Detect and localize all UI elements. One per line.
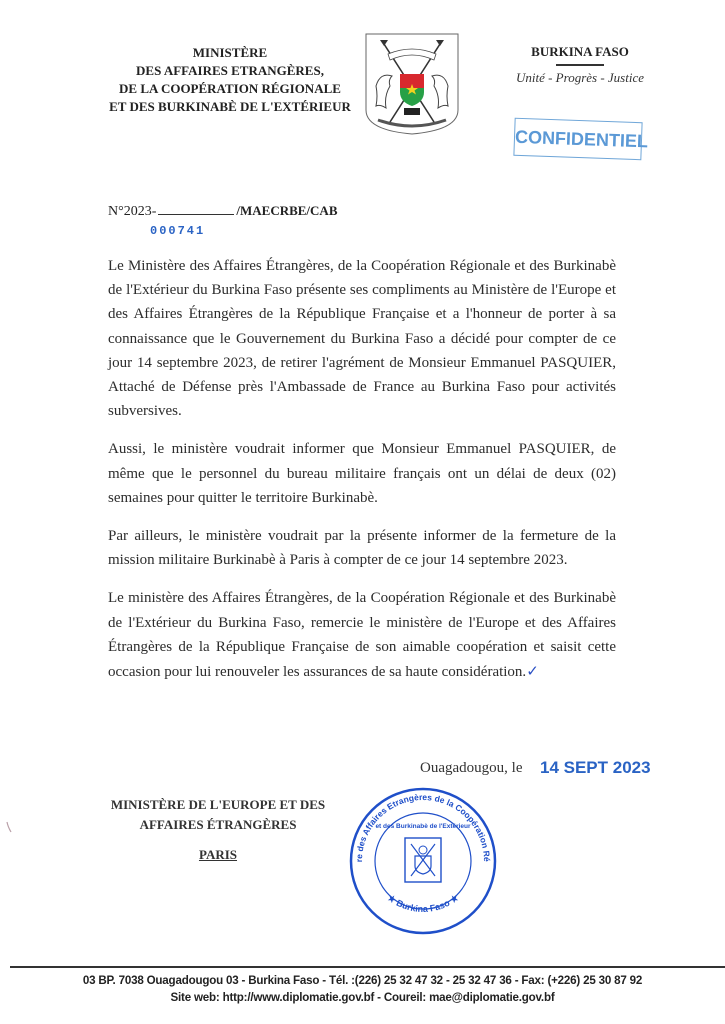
footer-address: 03 BP. 7038 Ouagadougou 03 - Burkina Faso - Tél. :(226) 25 32 47 32 - 25 32 47 36 - Fax: (+226) 25 30 87 92 (82, 974, 643, 987)
ministry-header (96, 44, 364, 116)
seal-outer-text: re des Affaires Etrangères de la Coopération Ré (353, 791, 493, 863)
letter-body (108, 254, 616, 698)
country-motto: Unité - Progrès - Justice (515, 69, 645, 85)
confidential-stamp: CONFIDENTIEL (513, 118, 642, 160)
country-name: BURKINA FASO (531, 44, 629, 59)
recipient-line: AFFAIRES ÉTRANGÈRES (139, 817, 297, 832)
serial-number-stamp: 000741 (150, 224, 206, 238)
recipient-city: PARIS (198, 847, 238, 862)
ministry-line: DES AFFAIRES ETRANGÈRES, (136, 63, 324, 78)
seal-inner-text: et des Burkinabè de l'Extérieur (375, 823, 471, 830)
seal-emblem-icon (405, 838, 441, 882)
coat-of-arms-icon (358, 30, 466, 136)
footer (0, 972, 725, 1006)
footer-divider (10, 966, 725, 968)
reference-suffix: /MAECRBE/CAB (236, 203, 338, 218)
paragraph: Par ailleurs, le ministère voudrait par la présente informer de la fermeture de la mission militaire Burkinabè à Paris à compter de ce jour 14 septembre 2023. (108, 528, 616, 569)
official-seal (348, 786, 498, 936)
country-header (505, 44, 655, 86)
reference-blank (158, 202, 234, 215)
ministry-line: MINISTÈRE (192, 45, 268, 60)
seal-bottom-text: ★ Burkina Faso ★ (385, 892, 461, 914)
ministry-line: DE LA COOPÉRATION RÉGIONALE (119, 81, 341, 96)
ink-mark (6, 820, 12, 832)
recipient-line: MINISTÈRE DE L'EUROPE ET DES (110, 797, 326, 812)
recipient-block (100, 795, 336, 865)
paragraph-text: Le ministère des Affaires Étrangères, de la Coopération Régionale et des Burkinabè de l'Extérieur du Burkina Faso, remercie le ministère de l'Europe et des Affaires Étrangères de la République Française de son aimable coopération et saisit cette occasion pour lui renouveler les assurances de sa haute considération. (108, 590, 616, 681)
date-stamp: 14 SEPT 2023 (540, 758, 651, 777)
paragraph: Le Ministère des Affaires Étrangères, de la Coopération Régionale et des Burkinabè de l'Extérieur du Burkina Faso présente ses compliments au Ministère de l'Europe et des Affaires Étrangères de la République Française et a l'honneur de porter à sa connaissance que le Gouvernement du Burkina Faso a décidé pour compter de ce jour 14 septembre 2023, de retirer l'agrément de Monsieur Emmanuel PASQUIER, Attaché de Défense près l'Ambassade de France au Burkina Faso pour activités subversives. (108, 258, 616, 420)
ministry-line: ET DES BURKINABÈ DE L'EXTÉRIEUR (109, 99, 351, 114)
initials-mark-icon: ✓ (526, 662, 539, 681)
place-line: Ouagadougou, le (420, 760, 523, 776)
divider (556, 64, 604, 66)
reference-prefix: N°2023- (108, 204, 157, 219)
reference-number (108, 202, 338, 220)
paragraph: Aussi, le ministère voudrait informer que Monsieur Emmanuel PASQUIER, de même que le personnel du bureau militaire français ont un délai de deux (02) semaines pour quitter le territoire Burkinabè. (108, 441, 616, 506)
paragraph (108, 586, 616, 684)
footer-web: Site web: http://www.diplomatie.gov.bf - Coureil: mae@diplomatie.gov.bf (170, 991, 555, 1004)
